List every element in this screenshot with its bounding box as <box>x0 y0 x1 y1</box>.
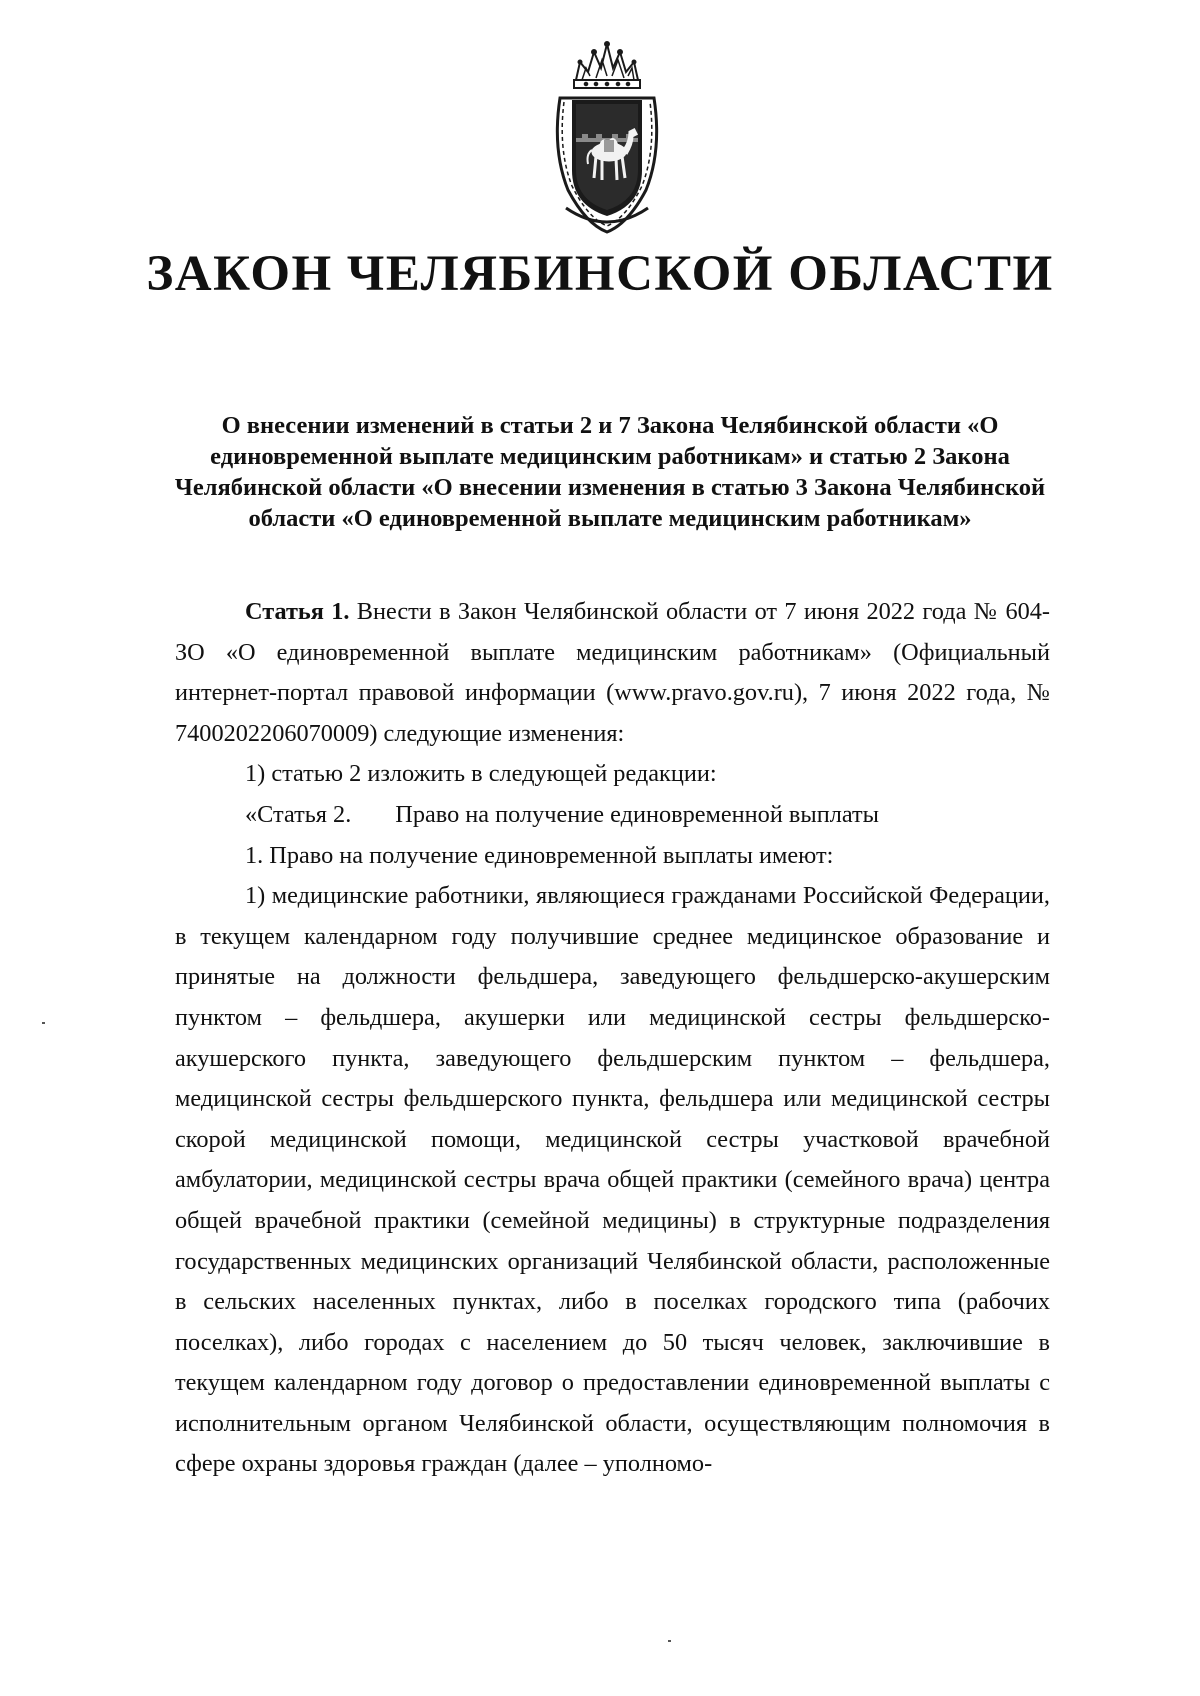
article-2-title: Право на получение единовременной выплаты <box>395 800 879 828</box>
item-1-paragraph: 1) статью 2 изложить в следующей редакции: <box>245 760 717 788</box>
article-1-label: Статья 1. <box>245 598 350 625</box>
point-1-paragraph: 1. Право на получение единовременной выплаты имеют: <box>245 841 834 869</box>
scan-speck <box>668 1640 671 1642</box>
document-body <box>175 592 1050 1485</box>
article-2-heading <box>175 795 1050 836</box>
subpoint-1-paragraph: 1) медицинские работники, являющиеся гражданами Российской Федерации, в текущем календарном году получившие среднее медицинское образование и принятые на должности фельдшера, заведующего фельдшерско-акушерским пунктом – фельдшера, акушерки или медицинской сестры фельдшерско-акушерского пункта, заведующего фельдшерским пунктом – фельдшера, медицинской сестры фельдшерского пункта, фельдшера или медицинской сестры скорой медицинской помощи, медицинской сестры участковой врачебной амбулатории, медицинской сестры врача общей практики (семейного врача) центра общей врачебной практики (семейной медицины) в структурные подразделения государственных медицинских организаций Челябинской области, расположенные в сельских населенных пунктах, либо в поселках городского типа (рабочих поселках), либо городах с населением до 50 тысяч человек, заключившие в текущем календарном году договор о предоставлении единовременной выплаты с исполнительным органом Челябинской области, осуществляющим полномочия в сфере охраны здоровья граждан (далее – уполномо- <box>175 882 1050 1478</box>
article-2-label: «Статья 2. <box>245 800 352 828</box>
article-1-text: Внести в Закон Челябинской области от 7 июня 2022 года № 604-ЗО «О единовременной выплате медицинским работникам» (Официальный интернет-портал правовой информации (www.pravo.gov.ru), 7 июня 2022 года, № 7400202206070009) следующие изменения: <box>175 598 1050 747</box>
chelyabinsk-coat-of-arms-icon <box>546 40 668 236</box>
article-1-paragraph <box>175 592 1050 754</box>
scan-speck <box>42 1022 45 1024</box>
law-subtitle: О внесении изменений в статьи 2 и 7 Закона Челябинской области «О единовременной выплате медицинским работникам» и статью 2 Закона Челябинской области «О внесении изменения в статью 3 Закона Челябинской области «О единовременной выплате медицинским работникам» <box>174 412 1046 532</box>
law-title: ЗАКОН ЧЕЛЯБИНСКОЙ ОБЛАСТИ <box>146 246 1054 302</box>
